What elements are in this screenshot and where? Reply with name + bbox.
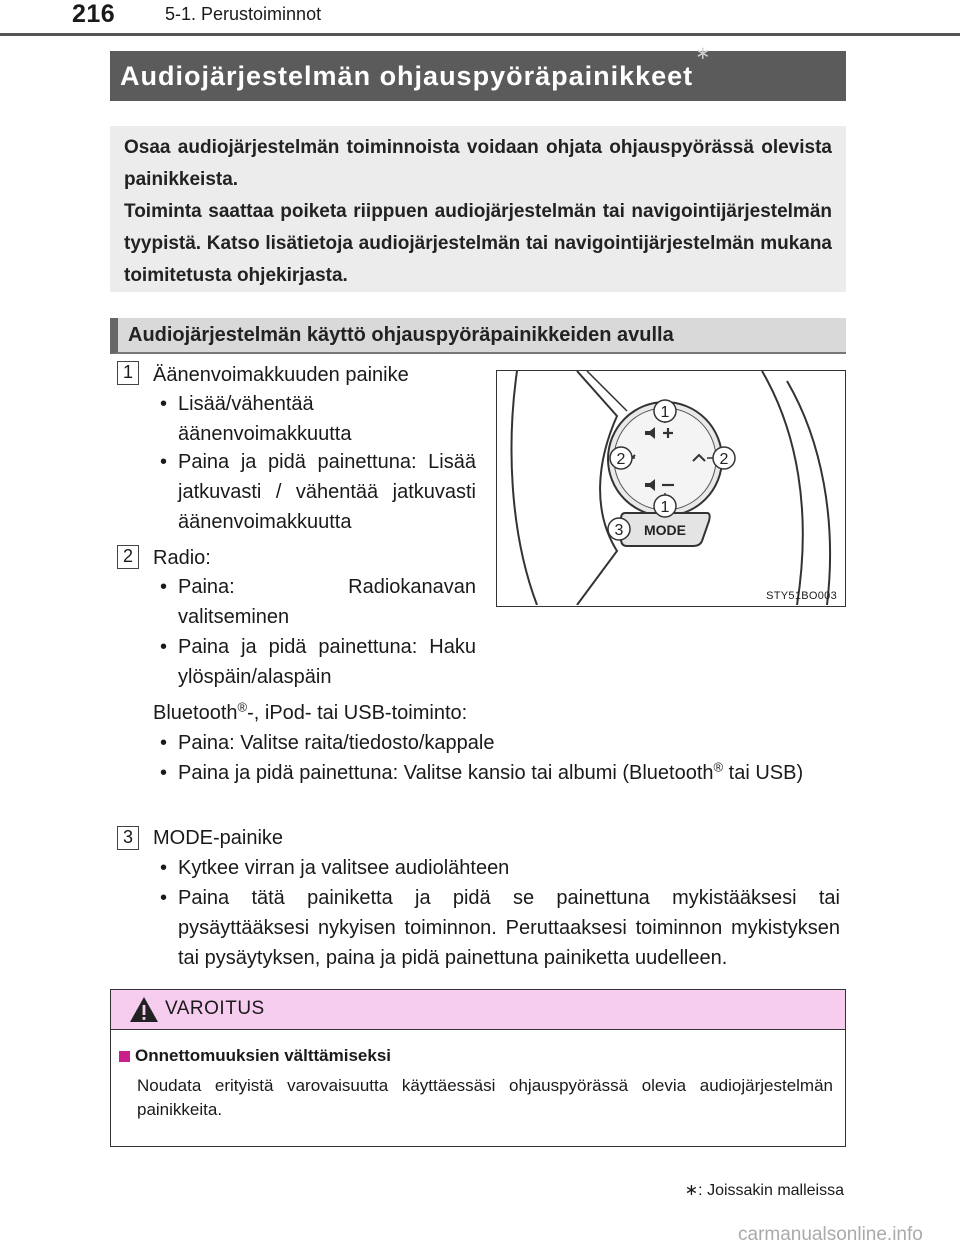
item-2-title: Radio: xyxy=(153,547,211,569)
item-1-bullet-2: Paina ja pidä painettuna: Lisää jatkuvasti / vähentää jatkuvasti äänenvoimakkuutta xyxy=(178,451,476,533)
svg-text:2: 2 xyxy=(616,451,626,468)
svg-text:1: 1 xyxy=(660,499,670,516)
bluetooth-title-post: -, iPod- tai USB-toiminto: xyxy=(247,702,468,724)
subheading-text: Audiojärjestelmän käyttö ohjauspyöräpainikkeiden avulla xyxy=(128,324,674,346)
bullet-marker: • xyxy=(160,636,168,658)
bluetooth-title-pre: Bluetooth xyxy=(153,702,238,724)
item-2-bullet-3: Paina: Valitse raita/tiedosto/kappale xyxy=(178,732,495,754)
item-2-bullet-1: Paina: Radiokanavan valitseminen xyxy=(178,576,476,628)
title-asterisk: ∗ xyxy=(695,43,711,63)
spoke-line xyxy=(577,371,617,605)
bullet-marker: • xyxy=(160,887,168,909)
mode-button-label: MODE xyxy=(644,522,686,538)
figure-code: STY51BO003 xyxy=(766,590,837,602)
steering-switch-figure xyxy=(496,370,846,607)
item-3-title: MODE-painike xyxy=(153,827,284,849)
warning-triangle-icon xyxy=(129,996,159,1023)
svg-text:3: 3 xyxy=(614,522,624,539)
bullet-marker: • xyxy=(160,732,168,754)
warning-header xyxy=(111,990,845,1030)
svg-text:2: 2 xyxy=(719,451,729,468)
bullet-marker: • xyxy=(160,857,168,879)
square-bullet-icon xyxy=(119,1051,130,1062)
intro-paragraph-1: Osaa audiojärjestelmän toiminnoista voidaan ohjata ohjauspyörässä olevista painikkeista. xyxy=(124,137,832,190)
item-3-bullet-1: Kytkee virran ja valitsee audiolähteen xyxy=(178,857,510,879)
bullet-4-post: tai USB) xyxy=(723,762,804,784)
bullet-marker: • xyxy=(160,762,168,784)
warning-label: VAROITUS xyxy=(165,998,265,1019)
header-rule xyxy=(0,33,960,36)
svg-text:1: 1 xyxy=(660,404,670,421)
item-2-bullet-2: Paina ja pidä painettuna: Haku ylöspäin/alaspäin xyxy=(178,636,476,688)
item-2-bluetooth-title xyxy=(153,698,467,728)
section-label: 5-1. Perustoiminnot xyxy=(165,4,322,24)
warning-box xyxy=(110,989,846,1147)
page-title: Audiojärjestelmän ohjauspyöräpainikkeet xyxy=(120,61,694,91)
item-2-bullet-4 xyxy=(178,758,840,788)
title-bar xyxy=(110,43,846,101)
item-3-bullet-2: Paina tätä painiketta ja pidä se painettuna mykistääksesi tai pysäyttääksesi nykyisen toiminnon. Peruttaaksesi toiminnon mykistyksen tai pysäytyksen, paina ja pidä painettuna painiketta uudelleen. xyxy=(178,887,840,969)
registered-mark: ® xyxy=(237,699,248,715)
bullet-marker: • xyxy=(160,576,168,598)
item-number-3: 3 xyxy=(117,826,139,850)
callout-1-top xyxy=(654,400,676,423)
item-number-1: 1 xyxy=(117,361,139,385)
page-number: 216 xyxy=(72,0,116,28)
intro-box xyxy=(110,126,846,292)
footnote: ∗: Joissakin malleissa xyxy=(684,1182,844,1199)
intro-paragraph-2: Toiminta saattaa poiketa riippuen audiojärjestelmän tai navigointijärjestelmän tyypistä. Katso lisätietoja audiojärjestelmän tai navigointijärjestelmän mukana toimitetusta ohjekirjasta. xyxy=(124,201,832,286)
watermark: carmanualsonline.info xyxy=(738,1224,923,1245)
item-1-title: Äänenvoimakkuuden painike xyxy=(153,364,409,386)
item-number-2: 2 xyxy=(117,545,139,569)
bullet-marker: • xyxy=(160,393,168,415)
subheading xyxy=(110,318,846,354)
steering-wheel-illustration xyxy=(497,371,844,605)
warning-body: Noudata erityistä varovaisuutta käyttäessäsi ohjauspyörässä olevia audiojärjestelmän painikkeita. xyxy=(137,1076,833,1119)
wheel-rim-line xyxy=(762,371,803,605)
bullet-4-pre: Paina ja pidä painettuna: Valitse kansio tai albumi (Bluetooth xyxy=(178,762,714,784)
registered-mark: ® xyxy=(713,759,724,775)
item-1-bullet-1: Lisää/vähentää äänenvoimakkuutta xyxy=(178,393,352,445)
callout-3 xyxy=(608,518,630,540)
warning-subheading: Onnettomuuksien välttämiseksi xyxy=(135,1046,392,1065)
wheel-rim-line xyxy=(512,371,537,605)
bullet-marker: • xyxy=(160,451,168,473)
wheel-rim-line xyxy=(787,381,830,605)
